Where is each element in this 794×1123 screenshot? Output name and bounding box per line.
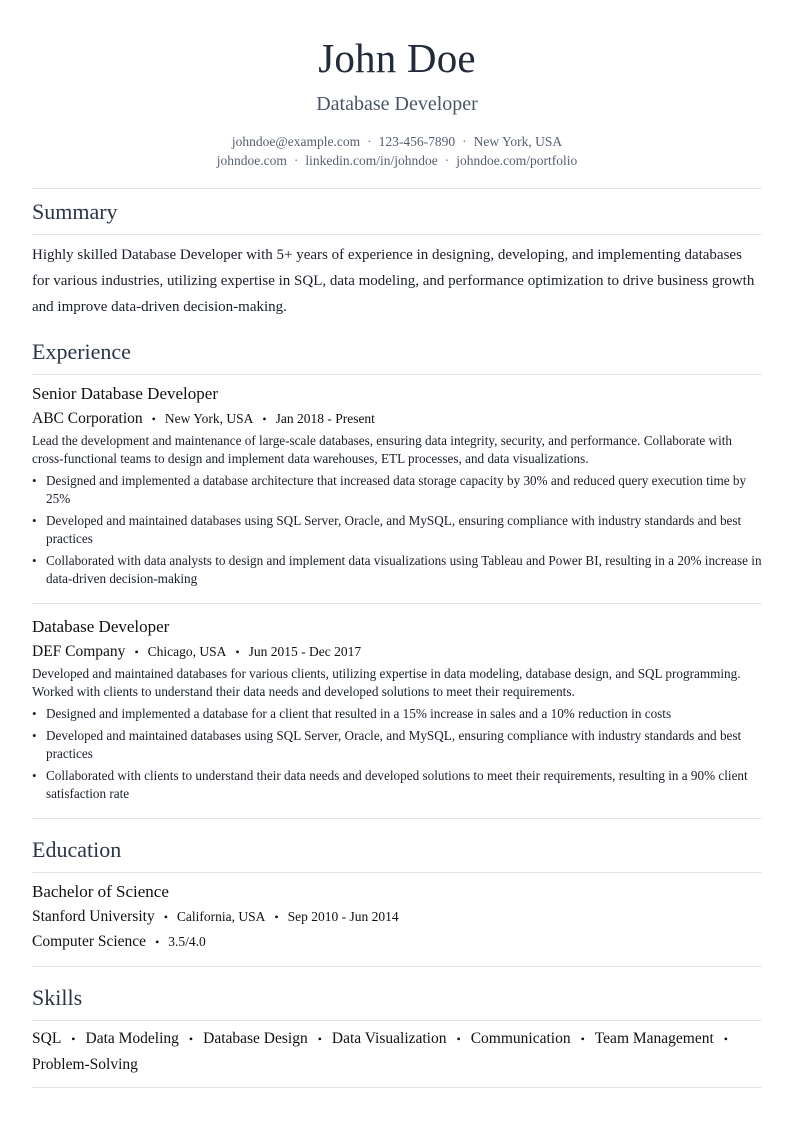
divider: [32, 872, 762, 873]
divider: [32, 1020, 762, 1021]
job-dates: Jan 2018 - Present: [275, 411, 375, 426]
divider: [32, 603, 762, 604]
candidate-title: Database Developer: [316, 93, 478, 116]
job-location: New York, USA: [164, 411, 254, 426]
degree-name: Bachelor of Science: [32, 882, 169, 901]
bullet-separator: •: [151, 412, 156, 426]
bullet-separator: •: [274, 910, 279, 924]
divider: [32, 818, 762, 819]
school-location: California, USA: [176, 909, 266, 924]
job-title: Database Developer: [32, 617, 170, 636]
bullet-separator: •: [71, 1032, 76, 1046]
company-name: ABC Corporation: [32, 410, 143, 427]
field-of-study: Computer Science: [32, 933, 147, 950]
contact-line-1: [32, 132, 762, 151]
experience-heading: Experience: [32, 339, 131, 364]
divider: [32, 234, 762, 235]
job-meta: [32, 409, 762, 429]
skill-item: Communication: [470, 1030, 571, 1047]
job-description: Lead the development and maintenance of large-scale databases, ensuring data integrity, security, and performance. Collaborate with cross-functional teams to design and implement data warehouses, ETL processes, and data visualizations.: [32, 433, 732, 466]
email-link[interactable]: johndoe@example.com: [231, 134, 361, 150]
summary-heading: Summary: [32, 199, 118, 224]
bullet-separator: •: [134, 645, 139, 659]
portfolio-link[interactable]: johndoe.com/portfolio: [456, 153, 578, 169]
candidate-name: John Doe: [318, 35, 476, 81]
skill-item: Data Modeling: [85, 1030, 179, 1047]
skill-item: SQL: [32, 1030, 62, 1047]
skills-list: [32, 1026, 762, 1077]
divider: [32, 966, 762, 967]
school-name: Stanford University: [32, 908, 155, 925]
list-item: • Collaborated with data analysts to design and implement data visualizations using Tableau and Power BI, resulting in a 20% increase in data-driven decision-making: [32, 552, 762, 588]
skills-heading: Skills: [32, 985, 83, 1010]
job-entry: [32, 384, 762, 592]
bullet-separator: •: [155, 935, 160, 949]
skill-item: Team Management: [594, 1030, 714, 1047]
job-entry: [32, 617, 762, 807]
separator: ·: [367, 134, 372, 150]
education-dates: Sep 2010 - Jun 2014: [287, 909, 399, 924]
skill-item: Database Design: [203, 1030, 308, 1047]
location-text: New York, USA: [473, 134, 563, 150]
job-dates: Jun 2015 - Dec 2017: [248, 644, 362, 659]
list-item: • Developed and maintained databases using SQL Server, Oracle, and MySQL, ensuring compliance with industry standards and best practices: [32, 727, 762, 763]
education-entry: [32, 882, 762, 952]
resume-header: [32, 0, 762, 170]
contact-line-2: [32, 151, 762, 170]
bullet-separator: •: [262, 412, 267, 426]
list-item: • Designed and implemented a database architecture that increased data storage capacity by 30% and reduced query execution time by 25%: [32, 472, 762, 508]
separator: ·: [444, 153, 450, 169]
divider: [32, 374, 762, 375]
bullet-separator: •: [235, 645, 240, 659]
divider: [32, 1087, 762, 1088]
job-description: Developed and maintained databases for various clients, utilizing expertise in data modeling, database design, and SQL programming. Worked with clients to understand their data needs and developed solutions to meet their requirements.: [32, 666, 741, 699]
linkedin-link[interactable]: linkedin.com/in/johndoe: [305, 153, 438, 169]
job-bullets: [32, 705, 762, 803]
skill-item: Problem-Solving: [32, 1056, 138, 1073]
bullet-separator: •: [580, 1032, 585, 1046]
divider: [32, 188, 762, 189]
list-item: • Collaborated with clients to understand their data needs and developed solutions to meet their requirements, resulting in a 90% client satisfaction rate: [32, 767, 762, 803]
job-bullets: [32, 472, 762, 588]
website-link[interactable]: johndoe.com: [216, 153, 287, 169]
bullet-separator: •: [723, 1032, 728, 1046]
summary-text: Highly skilled Database Developer with 5+ years of experience in designing, developing, and implementing databases for various industries, utilizing expertise in SQL, data modeling, and performance optimization to drive business growth and improve data-driven decision-making.: [32, 247, 755, 315]
bullet-separator: •: [163, 910, 168, 924]
bullet-separator: •: [456, 1032, 461, 1046]
education-field: [32, 932, 762, 952]
company-name: DEF Company: [32, 643, 126, 660]
phone-text: 123-456-7890: [378, 134, 456, 150]
bullet-separator: •: [188, 1032, 194, 1046]
list-item: • Designed and implemented a database for a client that resulted in a 15% increase in sales and a 10% reduction in costs: [32, 705, 762, 723]
gpa: 3.5/4.0: [168, 934, 206, 949]
skill-item: Data Visualization: [331, 1030, 447, 1047]
separator: ·: [293, 153, 299, 169]
list-item: • Developed and maintained databases using SQL Server, Oracle, and MySQL, ensuring compliance with industry standards and best practices: [32, 512, 762, 548]
education-heading: Education: [32, 837, 122, 862]
bullet-separator: •: [317, 1032, 322, 1046]
job-location: Chicago, USA: [147, 644, 227, 659]
education-meta: [32, 907, 762, 927]
job-meta: [32, 642, 762, 662]
separator: ·: [462, 134, 467, 150]
job-title: Senior Database Developer: [32, 384, 218, 403]
